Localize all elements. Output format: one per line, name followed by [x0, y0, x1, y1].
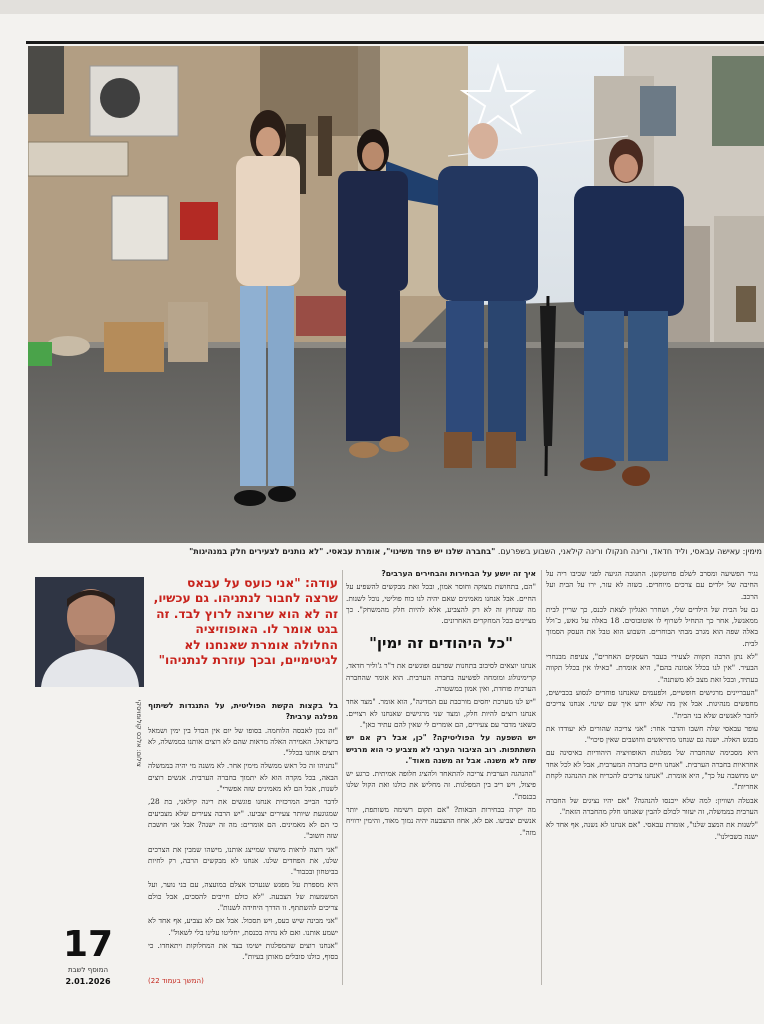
paragraph: "הם, בתחושת מצוקה וחוסר אמון, ובכל זאת מבקשים להשפיע על החיים. אבל אנחנו מאמינים שאם יהיה לנו כוח פוליטי, נוכל לשנות. מה שנחוץ זה לא רק להצביע, אלא להיות חלק מהמשחק". כך מציינים בכל המחקרים האחרונים.: [346, 582, 536, 626]
page-top-strip: [0, 0, 764, 14]
subheading: בל בקצות הקשת הפוליטית, על התנגדות לשיתוף מפלגה ערבית?: [148, 701, 338, 722]
portrait-photo: [35, 577, 144, 687]
main-photo: [28, 46, 764, 543]
person-4: [574, 139, 684, 486]
paragraph: אנחנו יוצאים לסיבוב בתחנות שפרעם ופוגשים את ד"ר ג'וליר חדאד, קרימינולוג ומומחה לפשיעה בחברה הערבית. הוא אומר שהחברה הערבית פוחדת, ואין אמון במשטרה.: [346, 661, 536, 694]
photo-credit: צילום: אלכס קולומויסקי: [135, 700, 143, 767]
article-column-left: [148, 700, 338, 986]
paragraph: "העבריינים מרגישים חופשיים, ולפעמים שאנחנו פוחדים לנסוע בכבישים, מחפשים מנהיגות. אבל אין מה שלא יודע איך שם שינוי. אנחנו צריכים לחבר לאנשים שלא בני הבית".: [546, 687, 758, 720]
person-2: [338, 129, 409, 458]
paragraph: "זה נכון לאבסה הלוחמה. בסופו של יום אין הבדל בין ימין ושמאל בישראל. האמירה האלה מראות שהם לא רוצים אותנו בממשלה, לא רוצים אותנו בכלל".: [148, 725, 338, 758]
column-divider: [541, 570, 542, 985]
paragraph: "לא נתן הרבה תקווה לצעירי בעבר העסקים האחרים", צעיפת מבנחרי הבעיר. "אין לנו בכלל אמונה בהם", היא אומרת. "כאילו אין בכלל תקווה בעתיד, ובכל זאת מצב לא משתנה".: [546, 652, 758, 684]
photo-caption: [168, 545, 762, 559]
paragraph: נגיר הפשיעה ומסרב לשלם פרוטקשן. התגובה הגיעה לפני שכיבו ריה על החיבה של ילדים עם צרכים מיוחדים. כשזה לא עזר, ירו על הבית ועל הרכב.: [546, 569, 758, 601]
paragraph: "אני רוצה לראות מישהו שמייצג אותנו, מישהו שמבין את הצרכים שלנו, את הפחדים שלנו. אנחנו לא מבקשים הרבה, רק לחיות בביטחון ובכבוד".: [148, 844, 338, 877]
issue-date: 2.01.2026: [65, 977, 111, 986]
person-3: [438, 123, 538, 468]
paragraph: היא מספרת על מפגש שנערכו אצלם במועצה, עם בני נוער, ועל המשמעות של הצבעה. "לא כולם חייבים להסכים, אבל כולם צריכים להשתתף. זו הדרך היחידה לשנות".: [148, 880, 338, 913]
continued-note: (המשך בעמוד 22): [148, 977, 204, 985]
top-rule: [26, 41, 764, 44]
supplement-name: המוסף לשבת: [67, 966, 109, 974]
article-column-right: [546, 568, 758, 986]
paragraph: היא מסכימה שהחברה של מפלגות האופוזיציה היהודיות באיסינה עם אחראיות בחברה הערבית. "אנחנו חיים בחברה המערבית, אבל לא לכל אחד יש מחשבה על כך", היא אומרת. "אנחנו צריכים להכריח את ההנהגה לקחת אחריות".: [546, 748, 758, 792]
paragraph: "אני מבינה שיש כעס, ויש תסכול. אבל אם לא נצביע, אף אחד לא ישמע אותנו. ואם לא נהיה בכנסת, יחליטו עלינו בלי לשאול".: [148, 916, 338, 937]
section-headline: "כל היהודים זה ימין": [369, 634, 513, 653]
paragraph: "אנחנו רוצים שהמפלגות ישימו בצד את המחלוקות ויתאחדו. כי בסוף, כולנו סובלים מאותן בעיות".: [148, 940, 338, 962]
paragraph: "לשנות את המצב שלנו", אומרת עבאסי. "אם אנחנו לא נשנה, אף אחד לא ישנה בשבילנו".: [546, 820, 758, 841]
subheading: איך זה יושע על הבחירות והבחירים הערבים?: [381, 569, 536, 578]
paragraph: "יש לנו מערכת יחסים מורכבת עם המדינה", הוא אומר. "מצד אחד אנחנו רוצים להיות חלק, ומצד שני מרגישים שאנחנו לא רצויים. כשאני מדבר עם צעירים, הם אומרים לי שאין להם עתיד כאן".: [346, 697, 536, 729]
caption-quote: "בחברה שלנו יש פחד משינוי", אומרת עבאסי. "לא נותנים לצעירים חלק במנהיגות": [189, 547, 496, 556]
paragraph: לדבר הבייב המרכזית אנחנו פוגשים את רינה קילאני, בת 28, שמגוגעת שיותר צעירים יצביעו. "יש הרבה צעירים שלא מצביעים כי הם לא מאמינים. הם אומרים: מה זה ישנה? אבל אני חושבת שזה חשוב".: [148, 797, 338, 841]
paragraph: גם על הבית של הילדים שלי, ושחרר ואגליון לצאת לכנס, כך שריין לבית ממאנשל, אחר כך התחיל לשרוף לו אוטובוסים. 18 באלה על גאש, כ־ולל באלה שפה הוא מגרב מבתי הבוחרים. השבוע הוא טבל את העסק הסמוך לבית.: [546, 604, 758, 648]
paragraph: עופר עבאסי שלה חשבו והדבר אחר: "אני צריכה שהורים לא יעודדו את מבגש האלה. ישנה גם שנחנו מתייאשים וחושבים שאין סיכוי".: [546, 723, 758, 745]
subheading: יש השפעה על הפוליטיקה? "כן, אבל רק אם יש השתתפות. רוב הציבור הערבי לא מצביע כי הוא מרגיש שזה לא משנה. אבל זה משנה מאוד".: [346, 733, 536, 765]
paragraph: "ההנהגה הערבית צריכה להתאחד ולהציג חלופה אמיתית. כרגע יש פיצול, ויש ריב בין המפלגות. זה מחליש את כולנו ואת הקול שלנו בכנסת".: [346, 769, 536, 801]
continued-note-box: [148, 972, 338, 986]
paragraph: "נתניהו זה כל ראש ממשלה מימין אחר. לא משנה מי יהיה בממשלה הבאה, בכל מקרה הוא לא יתמוך בחברה הערבית. אנשים רוצים לשנות, אבל הם לא מאמינים שזה אפשרי".: [148, 761, 338, 794]
page-number: 17: [62, 924, 114, 965]
article-column-middle: [346, 568, 536, 986]
paragraph: אבטלה ושוויון: למה שלא ייכנסו להנהגה? "אם יהיו נציגים של החברה הערבית בממשלה, זה יעזור לכולם להבין שאנחנו חלק מהחברה הזאת".: [546, 795, 758, 816]
caption-credit: מימין: עאישה עבאסי, וליד חדאד, ורינה חנקולו ורינה קילאני, השבוע בשפרעם.: [497, 547, 762, 556]
column-divider: [342, 570, 343, 985]
pull-quote: עודה: "אני כועס על עבאס שרצה לחבור לנתניהו. גם עכשיו, זה לא הוא שרוצה לרוץ לבד. זה בגט אומר לו. האופוזיציה החלולה אומרת שאנחנו לא לגיטימיים, ובכך עוזרת לנתניהו": [153, 576, 338, 668]
paragraph: מה יקרה בבחירות הבאות? "אם תקום רשימה משותפת, יותר אנשים יצביעו. אם לא, אחוז ההצבעה יהיה נמוך מאוד, והימין ירוויח מזה".: [346, 805, 536, 837]
